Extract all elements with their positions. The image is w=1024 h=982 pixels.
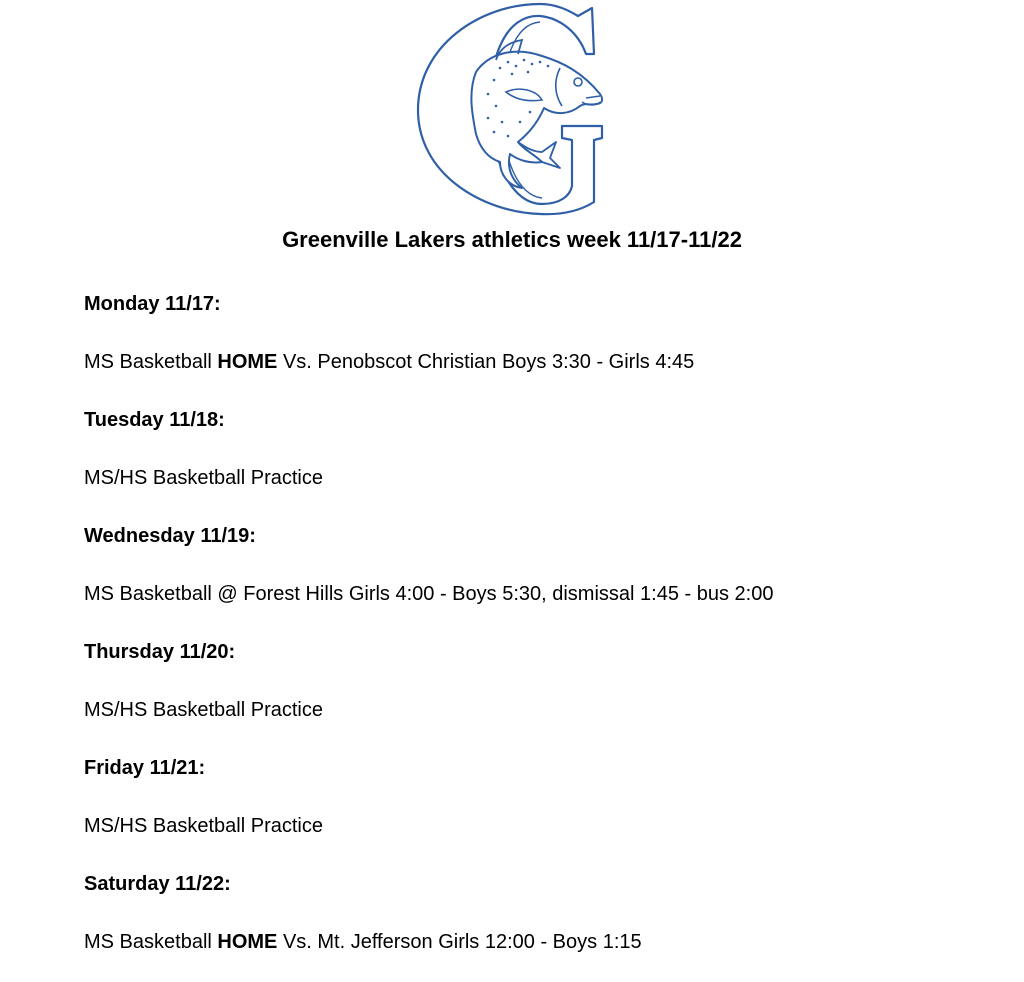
day-tuesday [84, 402, 1004, 518]
event-text: MS/HS Basketball Practice [84, 815, 323, 837]
day-monday [84, 286, 1004, 402]
logo-fish-body [471, 52, 602, 188]
lakers-g-fish-logo-icon [410, 2, 610, 217]
event-emphasis: HOME [217, 931, 278, 953]
event-emphasis: HOME [217, 351, 278, 373]
event-text: MS Basketball HOME Vs. Penobscot Christian Boys 3:30 - Girls 4:45 [84, 351, 695, 373]
page-title: Greenville Lakers athletics week 11/17-11/22 [282, 227, 742, 252]
day-friday [84, 750, 1004, 866]
day-heading: Thursday 11/20: [84, 641, 236, 663]
day-wednesday [84, 518, 1004, 634]
logo-svg [410, 2, 610, 217]
event-text: MS/HS Basketball Practice [84, 467, 323, 489]
day-saturday [84, 866, 1004, 982]
day-heading: Friday 11/21: [84, 757, 206, 779]
event-text: MS/HS Basketball Practice [84, 699, 323, 721]
event-text: MS Basketball @ Forest Hills Girls 4:00 - Boys 5:30, dismissal 1:45 - bus 2:00 [84, 583, 774, 605]
weekly-schedule [84, 286, 1004, 982]
day-heading: Tuesday 11/18: [84, 409, 225, 431]
day-thursday [84, 634, 1004, 750]
day-heading: Wednesday 11/19: [84, 525, 256, 547]
day-heading: Monday 11/17: [84, 293, 221, 315]
day-heading: Saturday 11/22: [84, 873, 231, 895]
event-text: MS Basketball HOME Vs. Mt. Jefferson Girls 12:00 - Boys 1:15 [84, 931, 642, 953]
